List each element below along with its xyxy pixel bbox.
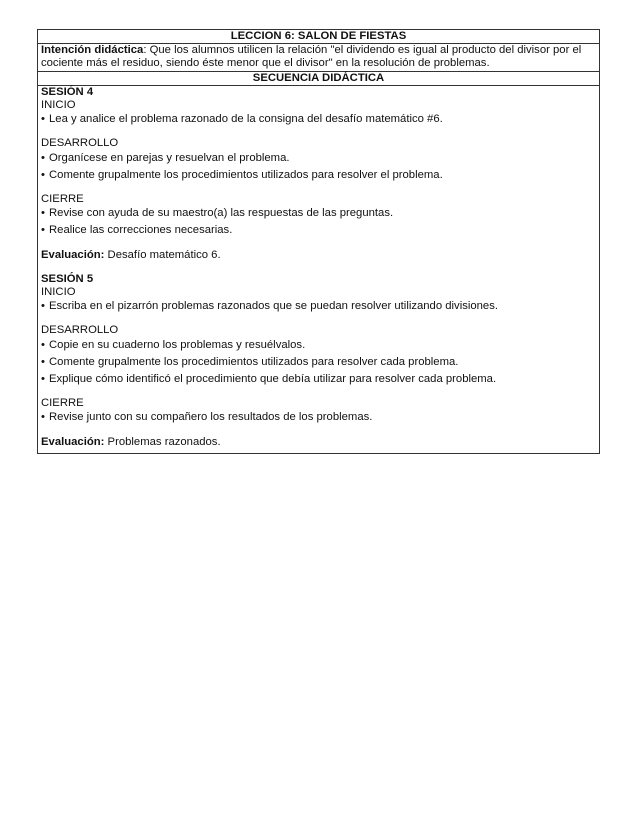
list-item: • Realice las correcciones necesarias.: [41, 224, 596, 237]
session-title: SESIÓN 4: [41, 85, 94, 98]
list-item: • Comente grupalmente los procedimientos utilizados para resolver el problema.: [41, 169, 596, 182]
evaluation-text: Desafío matemático 6.: [104, 248, 221, 261]
list-item: • Comente grupalmente los procedimientos utilizados para resolver cada problema.: [41, 356, 596, 369]
sequence-header: SECUENCIA DIDÁCTICA: [38, 71, 600, 85]
list-item: • Revise junto con su compañero los resultados de los problemas.: [41, 411, 596, 424]
intention-row: [38, 44, 600, 71]
intention-label: Intención didáctica: [41, 44, 144, 57]
session-title: SESIÓN 5: [41, 272, 94, 285]
lesson-title: LECCION 6: SALON DE FIESTAS: [38, 30, 600, 44]
evaluation-label: Evaluación:: [41, 435, 105, 448]
list-item: • Escriba en el pizarrón problemas razonados que se puedan resolver utilizando divisiones.: [41, 300, 596, 313]
list-item: • Lea y analice el problema razonado de la consigna del desafío matemático #6.: [41, 113, 596, 126]
sequence-row: [38, 85, 600, 453]
desarrollo-label: DESARROLLO: [41, 324, 119, 337]
list-item: • Revise con ayuda de su maestro(a) las respuestas de las preguntas.: [41, 207, 596, 220]
cierre-label: CIERRE: [41, 397, 84, 410]
evaluation: [41, 436, 596, 449]
title-row: [38, 30, 600, 44]
intention-cell: [38, 44, 600, 71]
intention-text: : Que los alumnos utilicen la relación "el dividendo es igual al producto del divisor por el cociente más el residuo, siendo éste menor que el divisor" en la resolución de problemas.: [41, 44, 582, 70]
evaluation: [41, 249, 596, 262]
inicio-label: INICIO: [41, 286, 76, 299]
lesson-page: [37, 29, 600, 454]
desarrollo-label: DESARROLLO: [41, 137, 119, 150]
cierre-label: CIERRE: [41, 193, 84, 206]
sequence-header-row: [38, 71, 600, 85]
sequence-cell: [38, 85, 600, 453]
list-item: • Explique cómo identificó el procedimiento que debía utilizar para resolver cada problema.: [41, 373, 596, 386]
inicio-label: INICIO: [41, 99, 76, 112]
session-4: [41, 86, 596, 262]
list-item: • Copie en su cuaderno los problemas y resuélvalos.: [41, 339, 596, 352]
session-5: [41, 273, 596, 449]
list-item: • Organícese en parejas y resuelvan el problema.: [41, 152, 596, 165]
evaluation-label: Evaluación:: [41, 248, 105, 261]
evaluation-text: Problemas razonados.: [104, 435, 221, 448]
lesson-table: [37, 29, 600, 454]
